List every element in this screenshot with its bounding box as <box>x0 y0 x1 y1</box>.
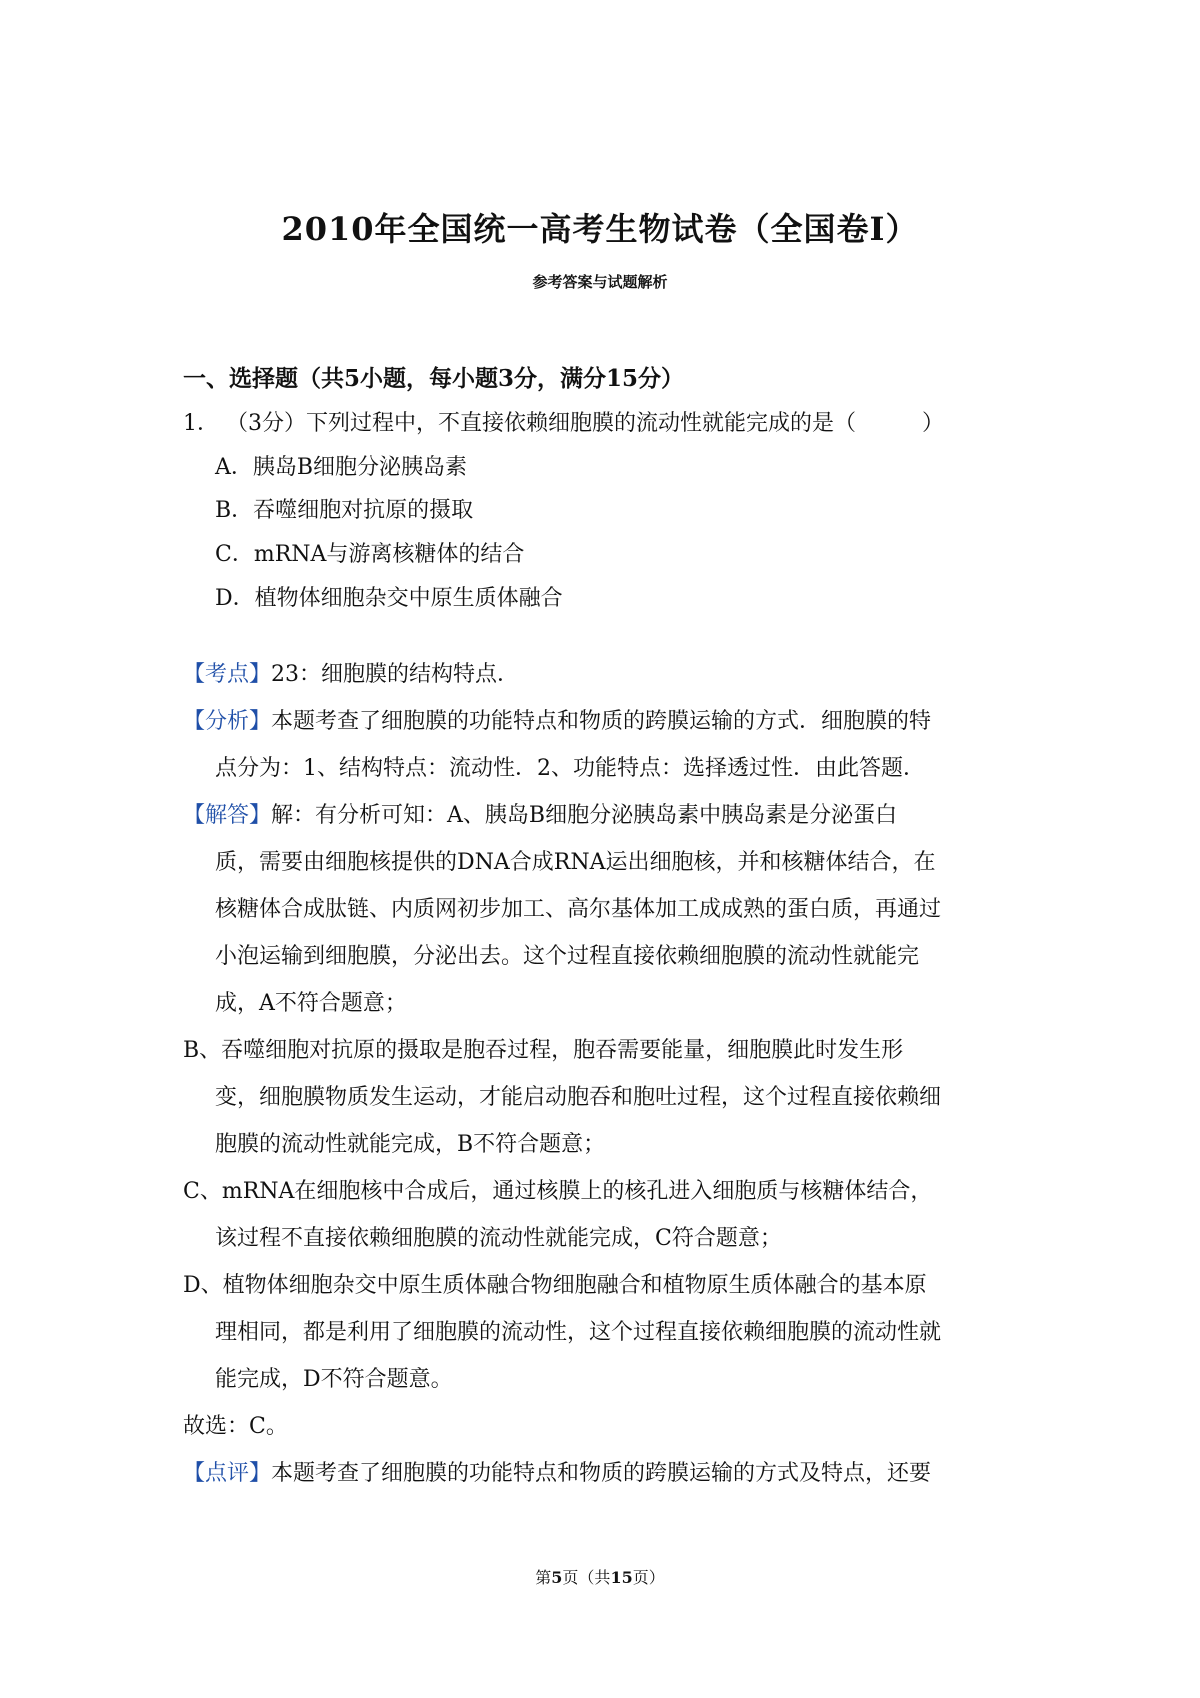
option-d: D．植物体细胞杂交中原生质体融合 <box>215 586 563 611</box>
analysis-line: 能完成，D不符合题意。 <box>215 1367 453 1392</box>
dianping-block <box>183 1450 1028 1497</box>
option-c-analysis <box>183 1168 1028 1262</box>
fenxi-line: 本题考查了细胞膜的功能特点和物质的跨膜运输的方式．细胞膜的特 <box>271 709 932 734</box>
footer-middle: 页（共 <box>562 1568 611 1587</box>
analysis-line: 变，细胞膜物质发生运动，才能启动胞吞和胞吐过程，这个过程直接依赖细 <box>215 1085 942 1110</box>
analysis-line: 理相同，都是利用了细胞膜的流动性，这个过程直接依赖细胞膜的流动性就 <box>215 1320 942 1345</box>
option-b-analysis <box>183 1027 1028 1168</box>
section-heading: 一、选择题（共5小题，每小题3分，满分15分） <box>183 365 685 392</box>
question-stem <box>183 406 944 437</box>
analysis-line: B、吞噬细胞对抗原的摄取是胞吞过程，胞吞需要能量，细胞膜此时发生形 <box>183 1038 904 1063</box>
footer-suffix: 页） <box>632 1568 665 1587</box>
fenxi-block <box>183 698 1028 792</box>
fenxi-line: 点分为：1、结构特点：流动性．2、功能特点：选择透过性．由此答题． <box>215 756 925 781</box>
analysis-line: D、植物体细胞杂交中原生质体融合物细胞融合和植物原生质体融合的基本原 <box>183 1273 927 1298</box>
footer-prefix: 第 <box>535 1568 552 1587</box>
kaodian-text: 23：细胞膜的结构特点． <box>271 662 520 687</box>
jieda-tag: 【解答】 <box>183 803 272 828</box>
jieda-line: 成，A不符合题意； <box>215 991 407 1016</box>
page-subtitle: 参考答案与试题解析 <box>532 273 668 291</box>
jieda-line: 解：有分析可知：A、胰岛B细胞分泌胰岛素中胰岛素是分泌蛋白 <box>271 803 898 828</box>
jieda-line: 质，需要由细胞核提供的DNA合成RNA运出细胞核，并和核糖体结合，在 <box>215 850 936 875</box>
page-footer <box>0 1565 1200 1588</box>
dianping-tag: 【点评】 <box>183 1461 272 1486</box>
footer-page-number: 5 <box>551 1568 563 1587</box>
option-b: B．吞噬细胞对抗原的摄取 <box>215 498 474 523</box>
jieda-line: 核糖体合成肽链、内质网初步加工、高尔基体加工成成熟的蛋白质，再通过 <box>215 897 942 922</box>
dianping-text: 本题考查了细胞膜的功能特点和物质的跨膜运输的方式及特点，还要 <box>271 1461 932 1486</box>
fenxi-tag: 【分析】 <box>183 709 272 734</box>
option-a: A．胰岛B细胞分泌胰岛素 <box>215 455 468 480</box>
question-stem-close: ） <box>922 411 945 436</box>
analysis-line: 该过程不直接依赖细胞膜的流动性就能完成，C符合题意； <box>215 1226 782 1251</box>
question-number: 1． <box>183 411 219 436</box>
jieda-block <box>183 792 1028 1027</box>
page-title: 2010年全国统一高考生物试卷（全国卷I） <box>281 210 919 248</box>
kaodian-block <box>183 651 1028 698</box>
analysis-line: 胞膜的流动性就能完成，B不符合题意； <box>215 1132 606 1157</box>
question-stem-text: （3分）下列过程中，不直接依赖细胞膜的流动性就能完成的是（ <box>226 411 856 436</box>
jieda-line: 小泡运输到细胞膜，分泌出去。这个过程直接依赖细胞膜的流动性就能完 <box>215 944 920 969</box>
answer-line: 故选：C。 <box>183 1414 288 1439</box>
footer-total-pages: 15 <box>610 1568 633 1587</box>
kaodian-tag: 【考点】 <box>183 662 272 687</box>
option-d-analysis <box>183 1262 1028 1403</box>
analysis-line: C、mRNA在细胞核中合成后，通过核膜上的核孔进入细胞质与核糖体结合， <box>183 1179 933 1204</box>
option-c: C．mRNA与游离核糖体的结合 <box>215 542 525 567</box>
